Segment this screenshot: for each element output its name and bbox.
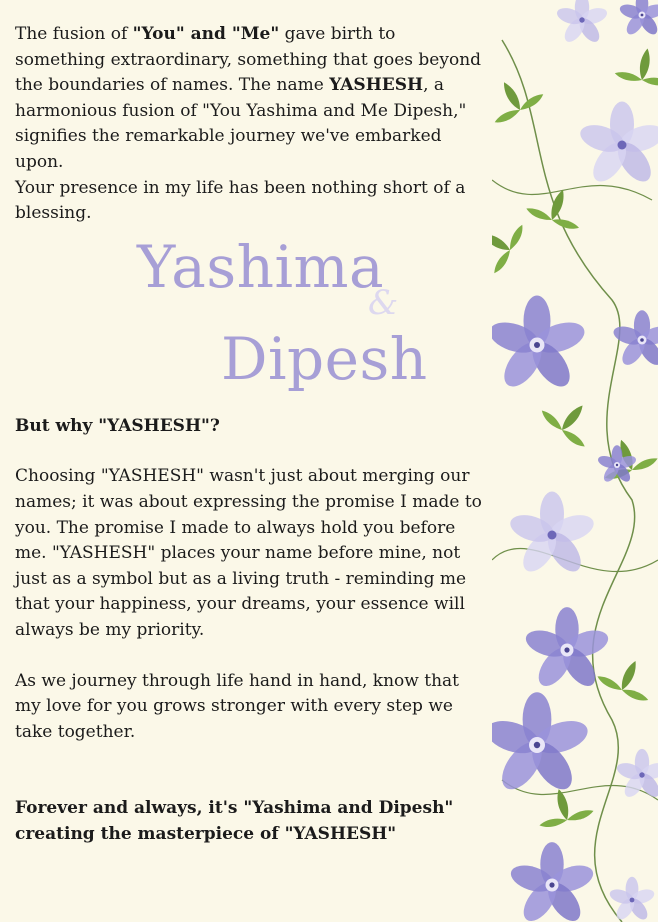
intro-seg-0: The fusion of (15, 24, 133, 44)
intro-seg-3: YASHESH (329, 75, 424, 96)
ampersand: & (368, 282, 399, 323)
paragraph-choosing: Choosing "YASHESH" wasn't just about merging our names; it was about expressing the promise I made to you. The promise I made to always hold you before me. "YASHESH" places your name before mine, not just as a symbol but as a living truth - reminding me that your happiness, your dreams, your essence will always be my priority. (15, 466, 482, 640)
intro-seg-4: , a harmonious fusion of "You Yashima and Me Dipesh," signifies the remarkable journey we've embarked upon. (15, 75, 467, 172)
flower-border-decoration (492, 0, 658, 922)
name-yashima: Yashima (137, 232, 385, 301)
intro-seg-1: "You" and "Me" (132, 24, 280, 44)
letter-content (15, 22, 487, 847)
section-heading: But why "YASHESH"? (15, 415, 220, 436)
couple-names (15, 229, 487, 414)
intro-seg-2: gave birth to something extraordinary, something that goes beyond the boundaries of names. The name (15, 24, 482, 96)
intro-paragraph (15, 22, 487, 176)
closing-statement: Forever and always, it's "Yashima and Dipesh" creating the masterpiece of "YASHESH" (15, 798, 454, 844)
intro-line-2: Your presence in my life has been nothing short of a blessing. (15, 177, 466, 224)
paragraph-journey: As we journey through life hand in hand, know that my love for you grows stronger with every step we take together. (15, 670, 459, 742)
name-dipesh: Dipesh (221, 324, 428, 393)
